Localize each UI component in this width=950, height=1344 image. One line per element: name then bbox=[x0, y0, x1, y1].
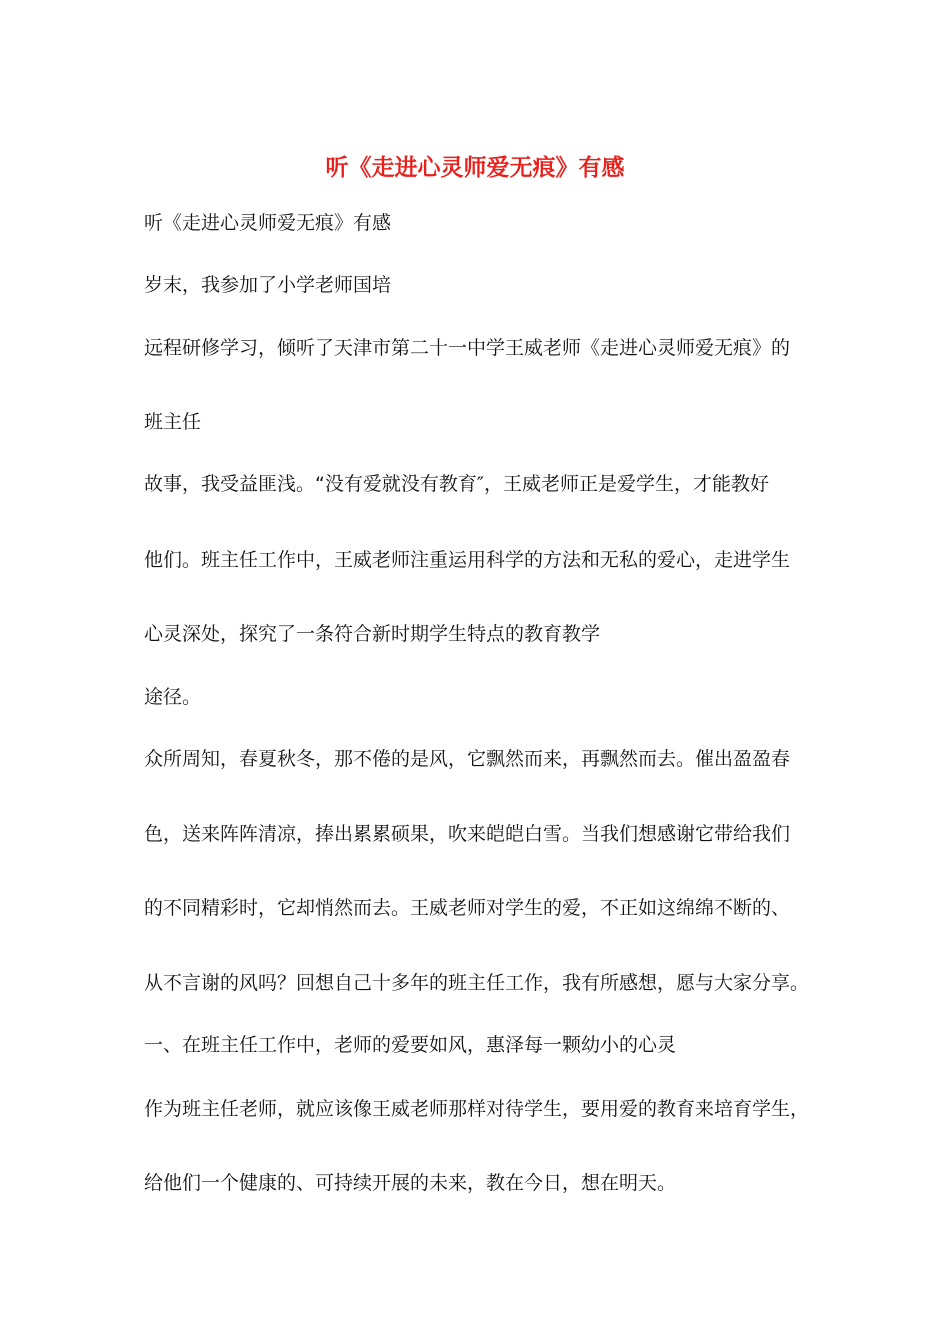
paragraph-line: 岁末，我参加了小学老师国培 bbox=[144, 274, 392, 296]
paragraph-line: 心灵深处，探究了一条符合新时期学生特点的教育教学 bbox=[144, 623, 601, 645]
paragraph-line: 故事，我受益匪浅。“没有爱就没有教育″，王威老师正是爱学生，才能教好 bbox=[144, 473, 769, 495]
paragraph-line: 他们。班主任工作中，王威老师注重运用科学的方法和无私的爱心，走进学生 bbox=[144, 549, 791, 571]
paragraph-line: 远程研修学习，倾听了天津市第二十一中学王威老师《走进心灵师爱无痕》的 bbox=[144, 337, 791, 359]
paragraph-line: 众所周知，春夏秋冬，那不倦的是风，它飘然而来，再飘然而去。催出盈盈春 bbox=[144, 748, 791, 770]
paragraph-line: 给他们一个健康的、可持续开展的未来，教在今日，想在明天。 bbox=[144, 1172, 677, 1194]
paragraph-line: 一、在班主任工作中，老师的爱要如风，惠泽每一颗幼小的心灵 bbox=[144, 1034, 677, 1056]
paragraph-line: 的不同精彩时，它却悄然而去。王威老师对学生的爱，不正如这绵绵不断的、 bbox=[144, 897, 791, 919]
paragraph-line: 听《走进心灵师爱无痕》有感 bbox=[144, 212, 392, 234]
paragraph-line: 从不言谢的风吗？回想自己十多年的班主任工作，我有所感想，愿与大家分享。 bbox=[144, 972, 810, 994]
paragraph-line: 色，送来阵阵清凉，捧出累累硕果，吹来皑皑白雪。当我们想感谢它带给我们 bbox=[144, 823, 791, 845]
paragraph-line: 作为班主任老师，就应该像王威老师那样对待学生，要用爱的教育来培育学生， bbox=[144, 1098, 810, 1120]
paragraph-line: 途径。 bbox=[144, 686, 202, 708]
document-title: 听《走进心灵师爱无痕》有感 bbox=[325, 155, 625, 181]
paragraph-line: 班主任 bbox=[144, 411, 202, 433]
